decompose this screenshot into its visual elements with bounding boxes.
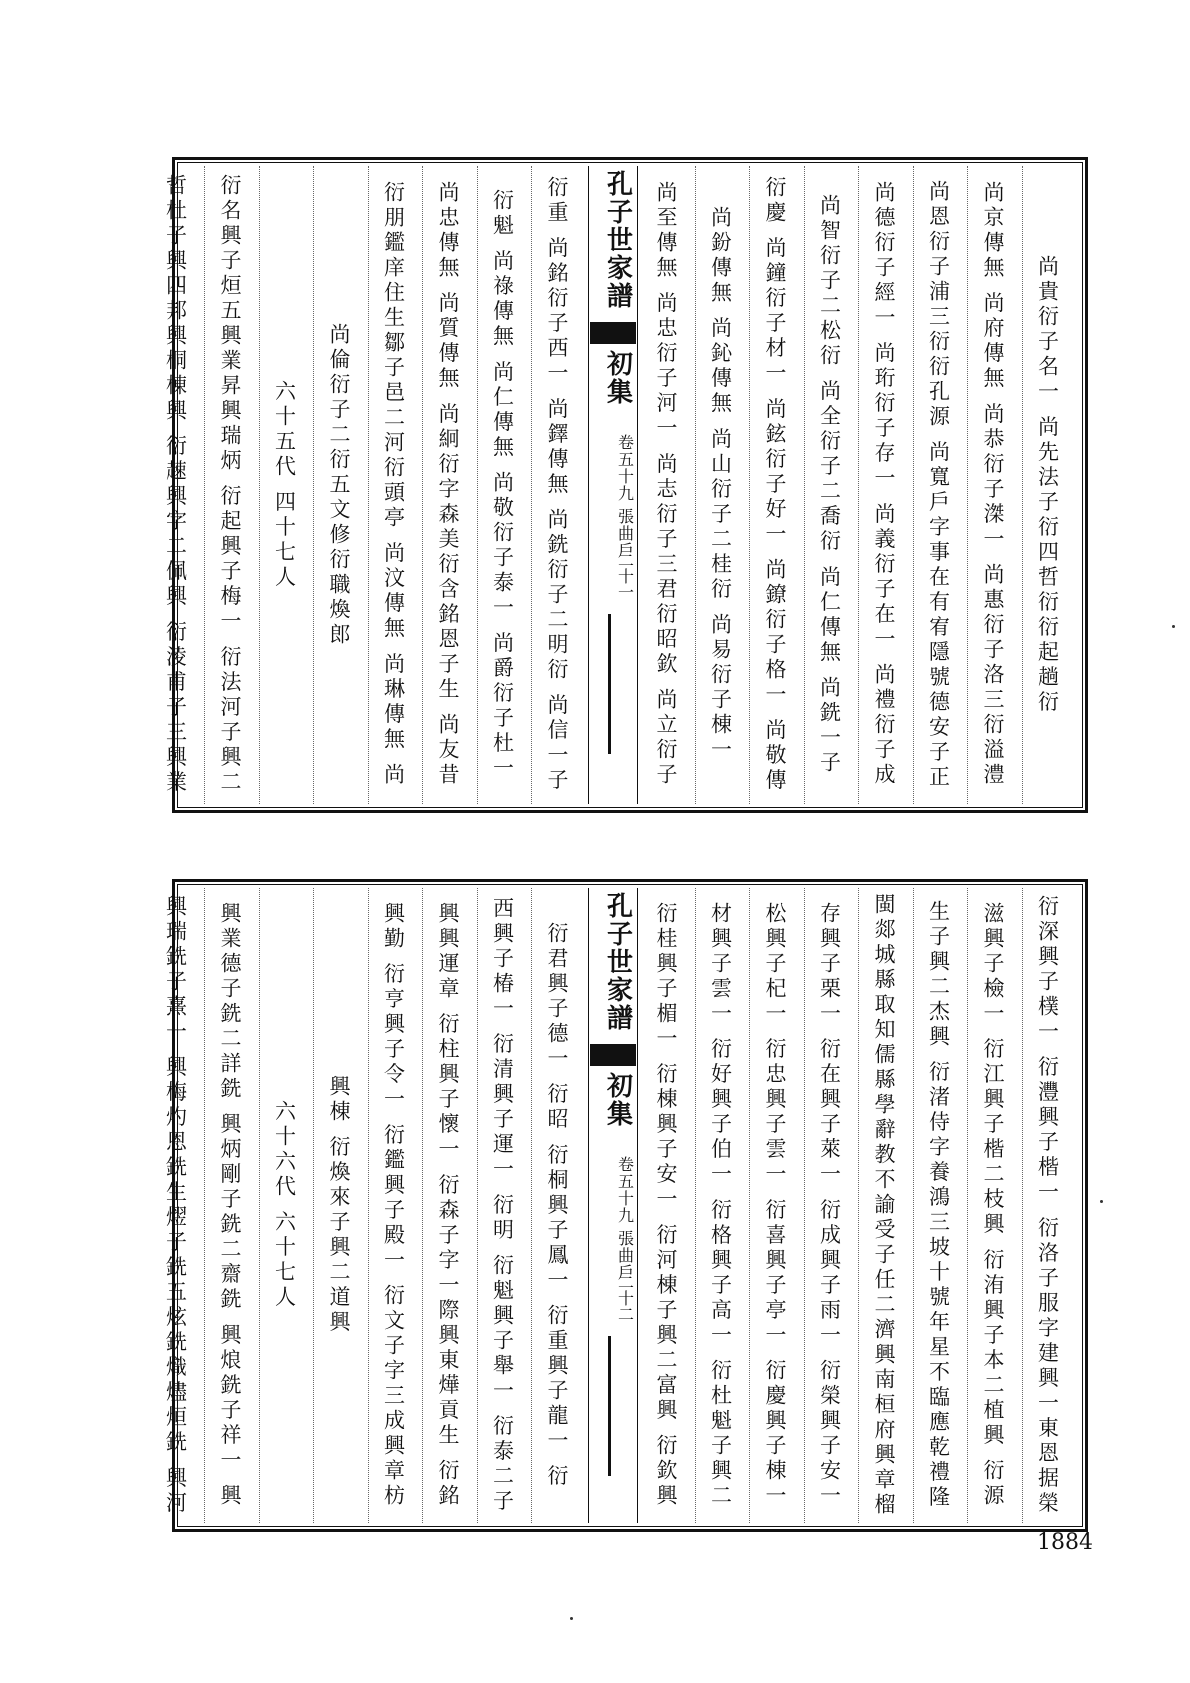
stray-mark (1100, 1200, 1103, 1203)
text-column (315, 170, 363, 800)
column-text: 尚智衍子二松衍 尚全衍子二喬衍 尚仁傳無 尚銑一子 (817, 193, 842, 777)
page-number: 1884 (1037, 1530, 1093, 1555)
collection-label: 初集 (602, 350, 633, 406)
hinge-bar (608, 1336, 621, 1476)
hinge-column (588, 888, 638, 1523)
text-column (860, 892, 908, 1519)
text-column (751, 170, 799, 800)
text-column (206, 170, 254, 800)
column-separator (204, 888, 205, 1523)
text-column (370, 892, 418, 1519)
text-column (533, 170, 581, 800)
column-separator (368, 166, 369, 804)
text-column (1024, 892, 1072, 1519)
column-separator (804, 888, 805, 1523)
column-text: 衍魁 尚祿傳無 尚仁傳無 尚敬衍子泰一 尚爵衍子杜一 (490, 188, 515, 782)
text-column (806, 170, 854, 800)
column-text: 衍桂興子楣一 衍棟興子安一 衍河棟子興二富興 衍欽興 (654, 901, 678, 1510)
column-text: 存興子栗一 衍在興子萊一 衍成興子雨一 衍榮興子安一 (817, 901, 842, 1510)
column-text: 衍君興子德一 衍昭 衍桐興子鳳一 衍重興子龍一 衍 (545, 921, 569, 1490)
text-column (969, 892, 1017, 1519)
text-column (751, 892, 799, 1519)
stray-mark (1172, 625, 1175, 628)
column-separator (531, 166, 532, 804)
book-title: 孔子世家譜 (602, 170, 633, 310)
column-text: 滋興子檢一 衍江興子楷二枝興 衍洧興子本二植興 衍源 (981, 901, 1005, 1510)
column-text: 尚至傳無 尚忠衍子河一 尚志衍子三君衍昭欽 尚立衍子 (654, 181, 678, 789)
column-separator (858, 166, 859, 804)
column-separator (477, 166, 478, 804)
column-separator (695, 888, 696, 1523)
text-column (697, 892, 745, 1519)
column-separator (259, 166, 260, 804)
volume-label: 卷五十九 張曲戶 (615, 1156, 635, 1282)
column-separator (313, 888, 314, 1523)
column-text: 衍名興子烜五興業昇興瑞炳 衍起興子梅一 衍法河子興二 (218, 174, 242, 796)
leaf-number: 二十一 (615, 552, 635, 600)
column-text: 松興子杞一 衍忠興子雲一 衍喜興子亭一 衍慶興子棟一 (763, 901, 787, 1510)
column-text: 尚倫衍子二衍五文修衍職煥郎 (327, 322, 351, 648)
column-separator (531, 888, 532, 1523)
text-column (479, 892, 527, 1519)
text-column (915, 170, 963, 800)
column-separator (858, 888, 859, 1523)
hinge-column (588, 166, 638, 804)
column-separator (204, 166, 205, 804)
text-column (206, 892, 254, 1519)
column-text: 六十五代 四十七人 (272, 379, 297, 591)
column-separator (749, 166, 750, 804)
fishtail-mark (590, 1044, 636, 1066)
column-separator (913, 888, 914, 1523)
column-separator (313, 166, 314, 804)
column-text: 閩郯城縣取知儒縣學辭教不諭受子任二濟興南桓府興章榴 (872, 893, 896, 1518)
column-separator (967, 166, 968, 804)
column-separator (967, 888, 968, 1523)
column-text: 興業德子銑二詳銑 興炳剛子銑二齋銑 興烺銑子祥一 興 (218, 901, 242, 1510)
column-text: 衍慶 尚鐘衍子材一 尚鉉衍子好一 尚鐐衍子格一 尚敬傳 (763, 176, 787, 794)
column-text: 興瑞銑子熹一 興梅灼恩銑生熤子銑五炫銑熾燼烜銑 興河 (163, 894, 188, 1517)
text-column (969, 170, 1017, 800)
text-column (860, 170, 908, 800)
column-separator (695, 166, 696, 804)
column-separator (422, 888, 423, 1523)
column-separator (1022, 888, 1023, 1523)
hinge-bar (608, 614, 621, 754)
column-separator (477, 888, 478, 1523)
column-text: 興勤 衍亨興子令一 衍鑑興子殿一 衍文子字三成興章枋 (381, 901, 406, 1510)
text-column (261, 892, 309, 1519)
column-separator (913, 166, 914, 804)
column-text: 尚京傳無 尚府傳無 尚恭衍子滐一 尚惠衍子洛三衍溢澧 (981, 181, 1005, 789)
text-column (370, 170, 418, 800)
text-column (424, 170, 472, 800)
leaf-number: 二十二 (615, 1274, 635, 1322)
column-separator (1022, 166, 1023, 804)
column-separator (422, 166, 423, 804)
text-column (697, 170, 745, 800)
column-text: 衍重 尚銘衍子西一 尚鐸傳無 尚銑衍子二明衍 尚信一子 (545, 176, 569, 794)
text-column (642, 892, 690, 1519)
column-separator (804, 166, 805, 804)
column-separator (368, 888, 369, 1523)
column-text: 興興運章 衍柱興子懷一 衍森子字一際興東燁貢生 衍銘 (436, 901, 460, 1510)
text-column (152, 170, 200, 800)
book-title: 孔子世家譜 (602, 892, 633, 1032)
text-column (642, 170, 690, 800)
genealogy-page-lower (163, 879, 1088, 1532)
text-column (1024, 170, 1072, 800)
column-text: 興棟 衍煥來子興二道興 (327, 1075, 351, 1336)
column-separator (259, 888, 260, 1523)
text-column (424, 892, 472, 1519)
text-column (806, 892, 854, 1519)
text-column (533, 892, 581, 1519)
genealogy-page-upper (163, 157, 1088, 813)
column-text: 材興子雲一 衍好興子伯一 衍格興子高一 衍杜魁子興二 (708, 901, 733, 1510)
text-column (915, 892, 963, 1519)
column-text: 尚忠傳無 尚質傳無 尚絅衍字森美衍含銘恩子生 尚友昔 (436, 181, 460, 789)
column-text: 尚鈖傳無 尚鈊傳無 尚山衍子二桂衍 尚易衍子棟一 (708, 206, 733, 764)
column-text: 西興子椿一 衍清興子運一 衍明 衍魁興子舉一 衍泰二子 (490, 896, 515, 1515)
column-text: 生子興二杰興 衍渚侍字養鴻三坡十號年星不臨應乾禮隆 (926, 900, 951, 1511)
column-text: 哲杜子興四邦興桐棟興 衍趚興字二佩興 衍淩甫子三興業 (163, 174, 188, 796)
column-text: 衍深興子樸一 衍灃興子楷一 衍洛子服字建興一東恩据榮 (1035, 894, 1060, 1517)
text-column (479, 170, 527, 800)
text-column (315, 892, 363, 1519)
column-text: 尚恩衍子浦三衍衍孔源 尚寬戶字事在有宥隱號德安子正 (926, 179, 951, 791)
column-separator (749, 888, 750, 1523)
stray-mark (570, 1617, 573, 1620)
collection-label: 初集 (602, 1072, 633, 1128)
volume-label: 卷五十九 張曲戶 (615, 434, 635, 560)
column-text: 衍朋鑑庠住生鄒子邑二河衍頭亭 尚汶傳無 尚琳傳無 尚 (381, 181, 406, 789)
column-text: 六十六代 六十七人 (272, 1100, 297, 1311)
fishtail-mark (590, 322, 636, 344)
column-text: 尚貴衍子名一 尚先法子衍四哲衍衍起趟衍 (1035, 254, 1060, 716)
text-column (261, 170, 309, 800)
column-text: 尚德衍子經一 尚珩衍子存一 尚義衍子在一 尚禮衍子成 (872, 181, 896, 789)
text-column (152, 892, 200, 1519)
